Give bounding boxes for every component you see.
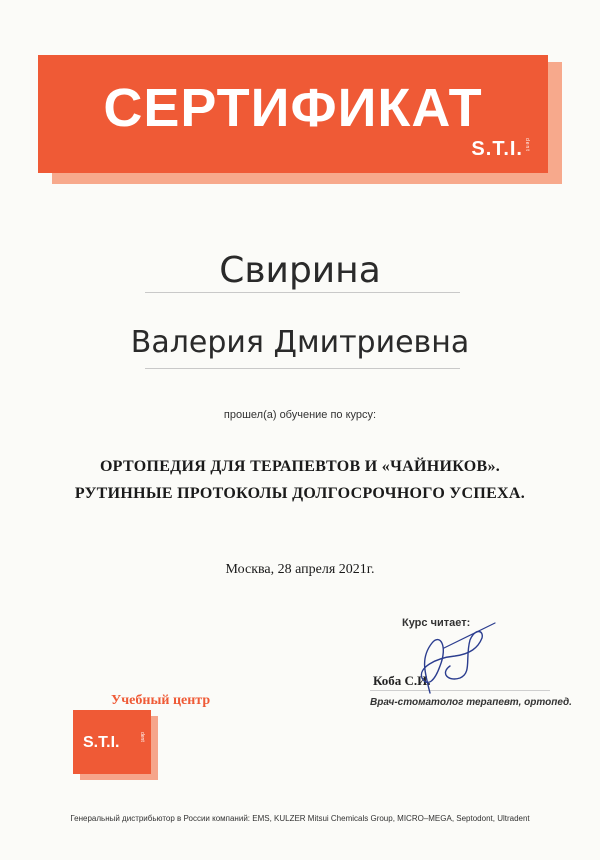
certificate-title: СЕРТИФИКАТ — [103, 78, 483, 138]
training-center-label: Учебный центр — [111, 693, 211, 708]
issue-date: Москва, 28 апреля 2021г. — [225, 562, 375, 577]
sti-logo — [471, 138, 530, 161]
recipient-surname: Свирина — [219, 250, 381, 291]
handwritten-signature — [400, 618, 510, 698]
distributor-footer: Генеральный дистрибьютор в России компаний: EMS, KULZER Mitsui Chemicals Group, MICRO–MEGA, Septodont, Ultradent — [70, 814, 530, 823]
sti-logo-text: S.T.I. — [471, 138, 523, 160]
certificate-banner — [38, 55, 548, 173]
sti-logo-subtext: dent — [524, 138, 530, 152]
training-center-logo — [73, 710, 151, 774]
passed-course-text: прошел(а) обучение по курсу: — [223, 409, 377, 421]
name-underline — [145, 368, 460, 369]
surname-underline — [145, 292, 460, 293]
recipient-given-names: Валерия Дмитриевна — [130, 325, 470, 360]
lecturer-title: Врач-стоматолог терапевт, ортопед. — [370, 697, 572, 708]
course-title-line2: РУТИННЫЕ ПРОТОКОЛЫ ДОЛГОСРОЧНОГО УСПЕХА. — [74, 485, 526, 502]
training-center-logo-text: S.T.I. — [83, 734, 120, 751]
course-title-line1: ОРТОПЕДИЯ ДЛЯ ТЕРАПЕВТОВ И «ЧАЙНИКОВ». — [99, 458, 501, 475]
training-center-logo-subtext: dent — [139, 732, 145, 742]
lecturer-name: Коба С.И. — [373, 673, 431, 688]
lecturer-label: Курс читает: — [402, 617, 471, 629]
